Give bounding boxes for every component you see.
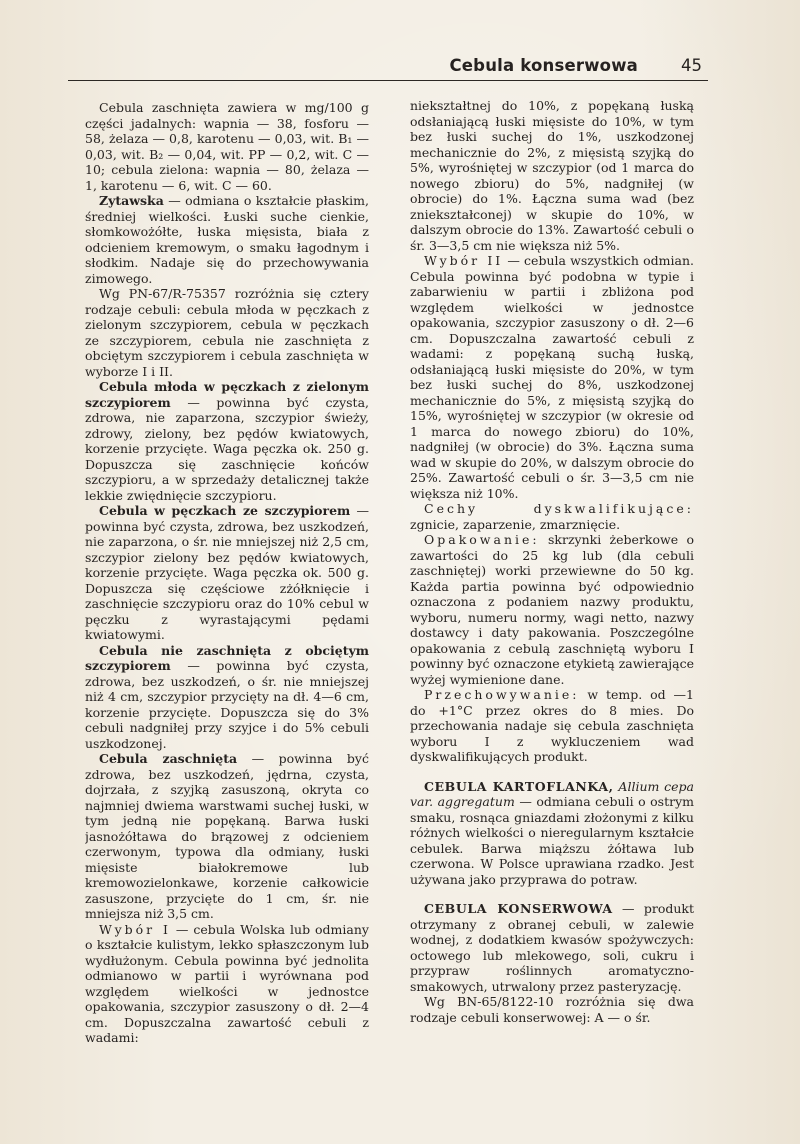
entry-heading: Cebula młoda w pęczkach z zielonym szczypiorem [85, 379, 369, 410]
paragraph-defects-continued: niekształtnej do 10%, z popękaną łuską odsłaniającą łuski mięsiste do 10%, w tym bez łuski suchej do 1%, uszkodzonej mechanicznie do 2%, z mięsistą szyjką do 5%, wyrośniętej w szczypior (od 1 marca do nowego zbioru) do 5%, nadgniłej (w obrocie) do 1%. Łączna suma wad (bez zniekształconej) w skupie do 10%, w dalszym obrocie do 13%. Zawartość cebuli o śr. 3—3,5 cm nie większa niż 5%. [410, 98, 694, 253]
paragraph-norm-konserwowa: Wg BN-65/8122-10 rozróżnia się dwa rodzaje cebuli konserwowej: A — o śr. [410, 994, 694, 1025]
paragraph-young-onion: Cebula młoda w pęczkach z zielonym szczypiorem — powinna być czysta, zdrowa, nie zaparzona, szczypior świeży, zdrowy, zielony, bez pędów kwiatowych, korzenie przycięte. Waga pęczka ok. 250 g. Dopuszcza się zaschnięcie końców szczypioru, a w sprzedaży detalicznej także lekkie zwiędnięcie szczypioru. [85, 379, 369, 503]
entry-heading: CEBULA KARTOFLANKA, [424, 778, 614, 794]
page-number: 45 [681, 56, 702, 75]
entry-heading: Wybór I [99, 921, 171, 937]
entry-heading: Cebula nie zaschnięta z obciętym szczypiorem [85, 642, 369, 673]
left-column [85, 100, 369, 1118]
entry-heading: Cebula w pęczkach ze szczypiorem [99, 503, 351, 518]
entry-heading: CEBULA KONSERWOWA [424, 901, 613, 916]
entry-heading: Opakowanie: [424, 532, 540, 547]
paragraph-bunched-onion: Cebula w pęczkach ze szczypiorem — powinna być czysta, zdrowa, bez uszkodzeń, nie zaparzona, o śr. nie mniejszej niż 2,5 cm, szczypior zielony bez pędów kwiatowych, korzenie przycięte. Waga pęczka ok. 500 g. Dopuszcza się częściowe zżółknięcie i zaschnięcie szczypioru oraz do 10% cebul w pęczku z wyrastającymi pędami kwiatowymi. [85, 503, 369, 642]
paragraph-packaging: Opakowanie: skrzynki żeberkowe o zawartości do 25 kg lub (dla cebuli zaschniętej) worki przewiewne do 50 kg. Każda partia powinna być odpowiednio oznaczona z podaniem nazwy produktu, wyboru, numeru normy, wagi netto, nazwy dostawcy i daty pakowania. Poszczególne opakowania z cebulą zaschniętą wyboru I powinny być oznaczone etykietą zawierające wyżej wymienione dane. [410, 532, 694, 687]
paragraph-kartoflanka: CEBULA KARTOFLANKA, Allium cepa var. aggregatum — odmiana cebuli o ostrym smaku, rosnąca gniazdami złożonymi z kilku różnych wielkości o nieregularnym kształcie cebulek. Barwa miąższu żółtawa lub czerwona. W Polsce uprawiana rzadko. Jest używana jako przyprawa do potraw. [410, 778, 694, 887]
paragraph-grade-one: Wybór I — cebula Wolska lub odmiany o kształcie kulistym, lekko spłaszczonym lub wydłużonym. Cebula powinna być jednolita odmianowo w partii i wyrównana pod względem wielkości w jednostce opakowania, szczypior zasuszony o dł. 2—4 cm. Dopuszczalna zawartość cebuli z wadami: [85, 921, 369, 1045]
paragraph-konserwowa: CEBULA KONSERWOWA — produkt otrzymany z obranej cebuli, w zalewie wodnej, z dodatkiem kwasów spożywczych: octowego lub mlekowego, soli, cukru i przypraw roślinnych aromatyczno-smakowych, utrwalony przez pasteryzację. [410, 901, 694, 994]
running-title: Cebula konserwowa [449, 56, 638, 75]
right-column [410, 98, 694, 1116]
page-header [68, 54, 708, 81]
paragraph-trimmed-onion: Cebula nie zaschnięta z obciętym szczypiorem — powinna być czysta, zdrowa, bez uszkodzeń, o śr. nie mniejszej niż 4 cm, szczypior przycięty na dł. 4—6 cm, korzenie przycięte. Dopuszcza się do 3% cebuli nadgniłej przy szyjce i do 5% cebuli uszkodzonej. [85, 642, 369, 751]
paragraph-dried-onion: Cebula zaschnięta — powinna być zdrowa, bez uszkodzeń, jędrna, czysta, dojrzała, z szyjką zasuszoną, okryta co najmniej dwiema warstwami suchej łuski, w tym jedną nie popękaną. Barwa łuski jasnożółtawa do brązowej z odcieniem czerwonym, typowa dla odmiany, łuski mięsiste białokremowe lub kremowozielonkawe, korzenie całkowicie zasuszone, przycięte do 1 cm, śr. nie mniejsza niż 3,5 cm. [85, 751, 369, 921]
entry-heading: Przechowywanie: [424, 687, 580, 702]
paragraph-grade-two: Wybór II — cebula wszystkich odmian. Cebula powinna być podobna w typie i zabarwieniu w partii i zbliżona pod względem wielkości w jednostce opakowania, szczypior zasuszony o dł. 2—6 cm. Dopuszczalna zawartość cebuli z wadami: z popękaną suchą łuską, odsłaniającą łuski mięsiste do 20%, w tym bez łuski suchej do 8%, uszkodzonej mechanicznie do 5%, z mięsistą szyjką do 15%, wyrośniętej w szczypior (w okresie od 1 marca do nowego zbioru) do 10%, nadgniłej (w obrocie) do 3%. Łączna suma wad w skupie do 20%, w dalszym obrocie do 25%. Zawartość cebuli o śr. 3—3,5 cm nie większa niż 10%. [410, 253, 694, 501]
entry-heading: Wybór II [424, 253, 504, 268]
paragraph-storage: Przechowywanie: w temp. od —1 do +1°C przez okres do 8 mies. Do przechowania nadaje się cebula zaschnięta wyboru I z wykluczeniem wad dyskwalifikujących produkt. [410, 687, 694, 764]
paragraph-zytawska: Zytawska — odmiana o kształcie płaskim, średniej wielkości. Łuski suche cienkie, słomkowożółte, łuska mięsista, biała z odcieniem kremowym, o smaku łagodnym i słodkim. Nadaje się do przechowywania zimowego. [85, 193, 369, 286]
entry-heading: Zytawska [99, 193, 164, 208]
paragraph-nutrients: Cebula zaschnięta zawiera w mg/100 g części jadalnych: wapnia — 38, fosforu — 58, żelaza — 0,8, karotenu — 0,03, wit. B₁ — 0,03, wit. B₂ — 0,04, wit. PP — 0,2, wit. C — 10; cebula zielona: wapnia — 80, żelaza — 1, karotenu — 6, wit. C — 60. [85, 100, 369, 193]
paragraph-norm: Wg PN-67/R-75357 rozróżnia się cztery rodzaje cebuli: cebula młoda w pęczkach z zielonym szczypiorem, cebula w pęczkach ze szczypiorem, cebula nie zaschnięta z obciętym szczypiorem i cebula zaschnięta w wyborze I i II. [85, 286, 369, 379]
latin-name: Allium cepa var. aggregatum [410, 778, 694, 809]
paragraph-disqualifying: Cechy dyskwalifikujące: zgnicie, zaparzenie, zmarznięcie. [410, 501, 694, 532]
entry-heading: Cechy dyskwalifikujące: [424, 501, 694, 516]
entry-heading: Cebula zaschnięta [99, 751, 238, 766]
